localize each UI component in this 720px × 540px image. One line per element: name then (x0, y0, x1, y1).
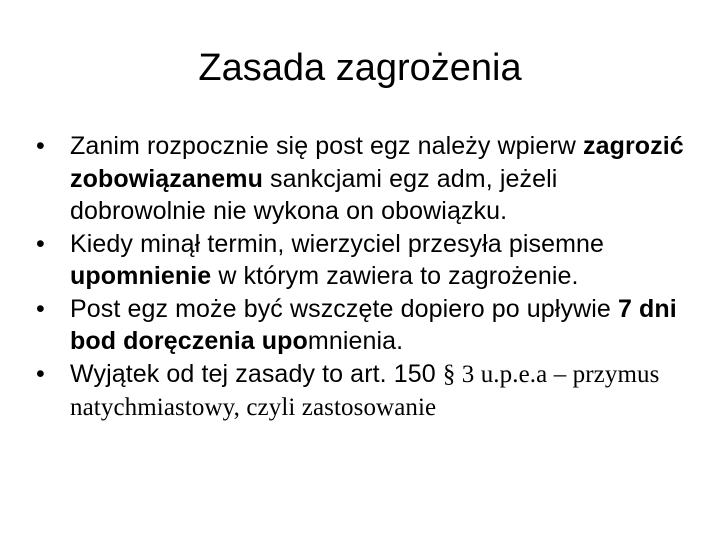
bullet-item-1 (36, 130, 700, 228)
bullet-text-2c: w którym zawiera to zagrożenie. (211, 262, 579, 290)
bullet-text-2a: Kiedy minął termin, wierzyciel przesyła pisemne (70, 229, 605, 258)
bullet-text-2b-bold: upomnienie (70, 262, 212, 290)
bullet-text-1a: Zanim rozpocznie się post egz należy wpierw (70, 132, 583, 160)
bullet-text-3a: Post egz może być wszczęte dopiero po upływie (70, 294, 618, 323)
bullet-dot: • (36, 294, 45, 323)
bullet-item-4 (36, 358, 700, 425)
bullet-dot: • (36, 359, 45, 388)
bullet-text-4b-serif: § 3 u.p.e.a – przymus natychmiastowy, czyli zastosowanie (70, 360, 660, 421)
bullet-text-1c: sankcjami egz adm, jeżeli dobrowolnie nie wykona on obowiązku. (70, 164, 558, 225)
bullet-text-3c: mnienia. (307, 327, 404, 355)
bullet-text-4a: Wyjątek od tej zasady to art. 150 (70, 359, 443, 388)
bullet-text-3b-bold: 7 dni bod doręczenia upo (70, 294, 677, 355)
bullet-list (36, 130, 700, 425)
bullet-item-3 (36, 293, 700, 358)
bullet-dot: • (36, 132, 45, 160)
slide-title: Zasada zagrożenia (198, 47, 522, 89)
bullet-text-1b-bold: zagrozić zobowiązanemu (70, 132, 684, 193)
bullet-dot: • (36, 229, 45, 258)
bullet-item-2 (36, 228, 700, 293)
